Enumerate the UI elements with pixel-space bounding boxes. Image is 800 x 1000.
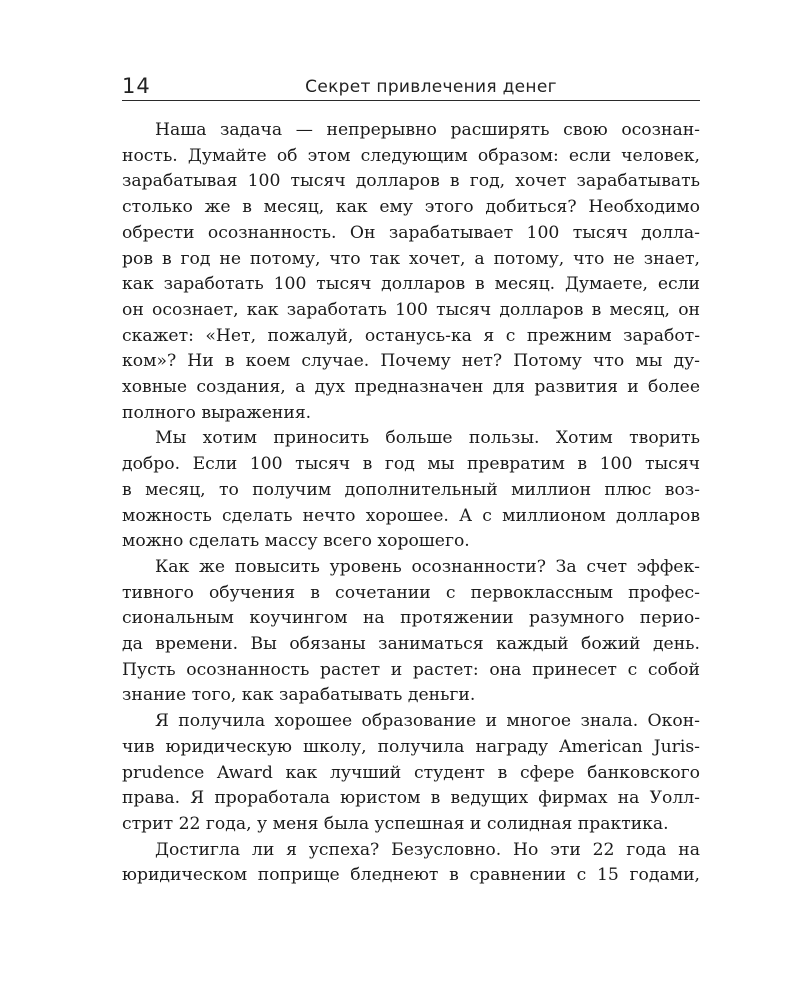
text-line: ность. Думайте об этом следующим образом: если человек,: [122, 145, 700, 166]
text-line: скажет: «Нет, пожалуй, останусь-ка я с прежним заработ-: [122, 325, 700, 346]
paragraph: [122, 555, 700, 709]
paragraph: [122, 838, 700, 889]
text-line: чив юридическую школу, получила награду American Juris-: [122, 736, 700, 757]
running-header: [122, 72, 700, 101]
text-line: ховные создания, а дух предназначен для развития и более: [122, 377, 700, 398]
body-text: [122, 118, 700, 889]
text-line: да времени. Вы обязаны заниматься каждый божий день.: [122, 634, 700, 655]
text-line: можность сделать нечто хорошее. А с миллионом долларов: [122, 505, 700, 526]
text-line: Мы хотим приносить больше пользы. Хотим творить: [155, 428, 700, 449]
text-line: сиональным коучингом на протяжении разумного перио-: [122, 608, 700, 629]
text-line: столько же в месяц, как ему этого добиться? Необходимо: [122, 197, 700, 218]
text-line: он осознает, как заработать 100 тысяч долларов в месяц, он: [122, 299, 700, 320]
running-title: Секрет привлечения денег: [305, 77, 557, 97]
text-line: полного выражения.: [122, 402, 312, 423]
paragraph: [122, 118, 700, 426]
paragraph: [122, 709, 700, 838]
text-line: Пусть осознанность растет и растет: она принесет с собой: [122, 659, 700, 680]
text-line: права. Я проработала юристом в ведущих фирмах на Уолл-: [122, 788, 700, 809]
page-number: 14: [122, 74, 151, 98]
text-line: знание того, как зарабатывать деньги.: [122, 685, 476, 706]
text-line: Я получила хорошее образование и многое знала. Окон-: [155, 711, 700, 732]
text-line: ком»? Ни в коем случае. Почему нет? Потому что мы ду-: [122, 351, 700, 372]
text-line: стрит 22 года, у меня была успешная и солидная практика.: [122, 813, 669, 834]
text-line: prudence Award как лучший студент в сфере банковского: [122, 762, 700, 783]
text-line: Как же повысить уровень осознанности? За счет эффек-: [155, 556, 700, 577]
text-line: юридическом поприще бледнеют в сравнении с 15 годами,: [122, 865, 700, 886]
text-line: тивного обучения в сочетании с первоклассным профес-: [122, 582, 700, 603]
paragraph: [122, 426, 700, 555]
text-line: Наша задача — непрерывно расширять свою осознан-: [155, 120, 700, 140]
text-line: зарабатывая 100 тысяч долларов в год, хочет зарабатывать: [122, 171, 700, 192]
text-line: добро. Если 100 тысяч в год мы превратим в 100 тысяч: [122, 454, 700, 475]
text-line: в месяц, то получим дополнительный миллион плюс воз-: [122, 479, 700, 500]
text-line: как заработать 100 тысяч долларов в месяц. Думаете, если: [122, 274, 700, 295]
text-line: обрести осознанность. Он зарабатывает 100 тысяч долла-: [122, 222, 700, 243]
text-line: ров в год не потому, что так хочет, а потому, что не знает,: [122, 248, 700, 269]
text-line: Достигла ли я успеха? Безусловно. Но эти 22 года на: [155, 839, 700, 860]
text-line: можно сделать массу всего хорошего.: [122, 531, 470, 552]
